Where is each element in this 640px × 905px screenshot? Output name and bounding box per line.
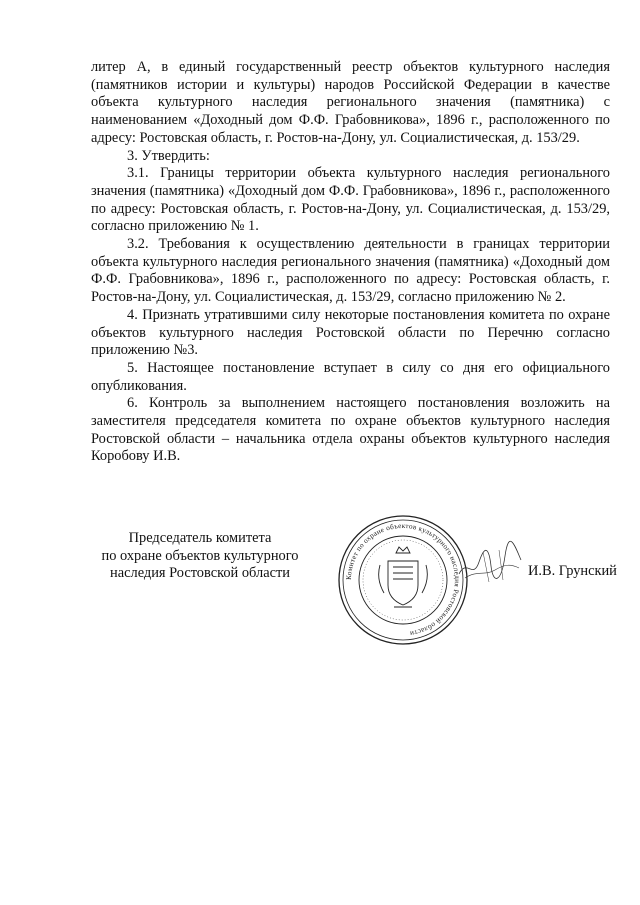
paragraph-item-5: 5. Настоящее постановление вступает в силу со дня его официального опубликования.: [91, 359, 610, 394]
official-stamp-icon: [336, 513, 470, 647]
handwritten-signature-icon: [455, 540, 525, 590]
signer-position-line-3: наследия Ростовской области: [110, 565, 290, 582]
paragraph-item-6: 6. Контроль за выполнением настоящего постановления возложить на заместителя председателя комитета по охране объектов культурного наследия Ростовской области – начальника отдела охраны объектов культурного наследия Коробову И.В.: [91, 395, 610, 465]
paragraph-item-4: 4. Признать утратившими силу некоторые постановления комитета по охране объектов культурного наследия Ростовской области по Перечню согласно приложению №3.: [91, 306, 610, 359]
paragraph-item-3-1: 3.1. Границы территории объекта культурного наследия регионального значения (памятника) «Доходный дом Ф.Ф. Грабовникова», 1896 г., расположенного по адресу: Ростовская область, г. Ростов-на-Дону, ул. Социалистическая, д. 153/29, согласно приложению № 1.: [91, 165, 610, 235]
signer-position: [90, 530, 310, 583]
signer-position-line-1: Председатель комитета: [128, 530, 272, 546]
paragraph-item-3: 3. Утвердить:: [127, 147, 210, 164]
paragraph-item-3-2: 3.2. Требования к осуществлению деятельности в границах территории объекта культурного наследия регионального значения (памятника) «Доходный дом Ф.Ф. Грабовникова», 1896 г., расположенного по адресу: Ростовская область, г. Ростов-на-Дону, ул. Социалистическая, д. 153/29, согласно приложению № 2.: [91, 236, 610, 306]
signer-position-line-2: по охране объектов культурного: [101, 547, 299, 564]
svg-text:Комитет по охране объектов кул: Комитет по охране объектов культурного наследия Ростовской области: [344, 521, 462, 638]
signer-name: И.В. Грунский: [528, 563, 617, 579]
paragraph-intro: литер А, в единый государственный реестр объектов культурного наследия (памятников истории и культуры) народов Российской Федерации в качестве объекта культурного наследия регионального значения (памятника) с наименованием «Доходный дом Ф.Ф. Грабовникова», 1896 г., расположенного по адресу: Ростовская область, г. Ростов-на-Дону, ул. Социалистическая, д. 153/29.: [91, 59, 610, 146]
